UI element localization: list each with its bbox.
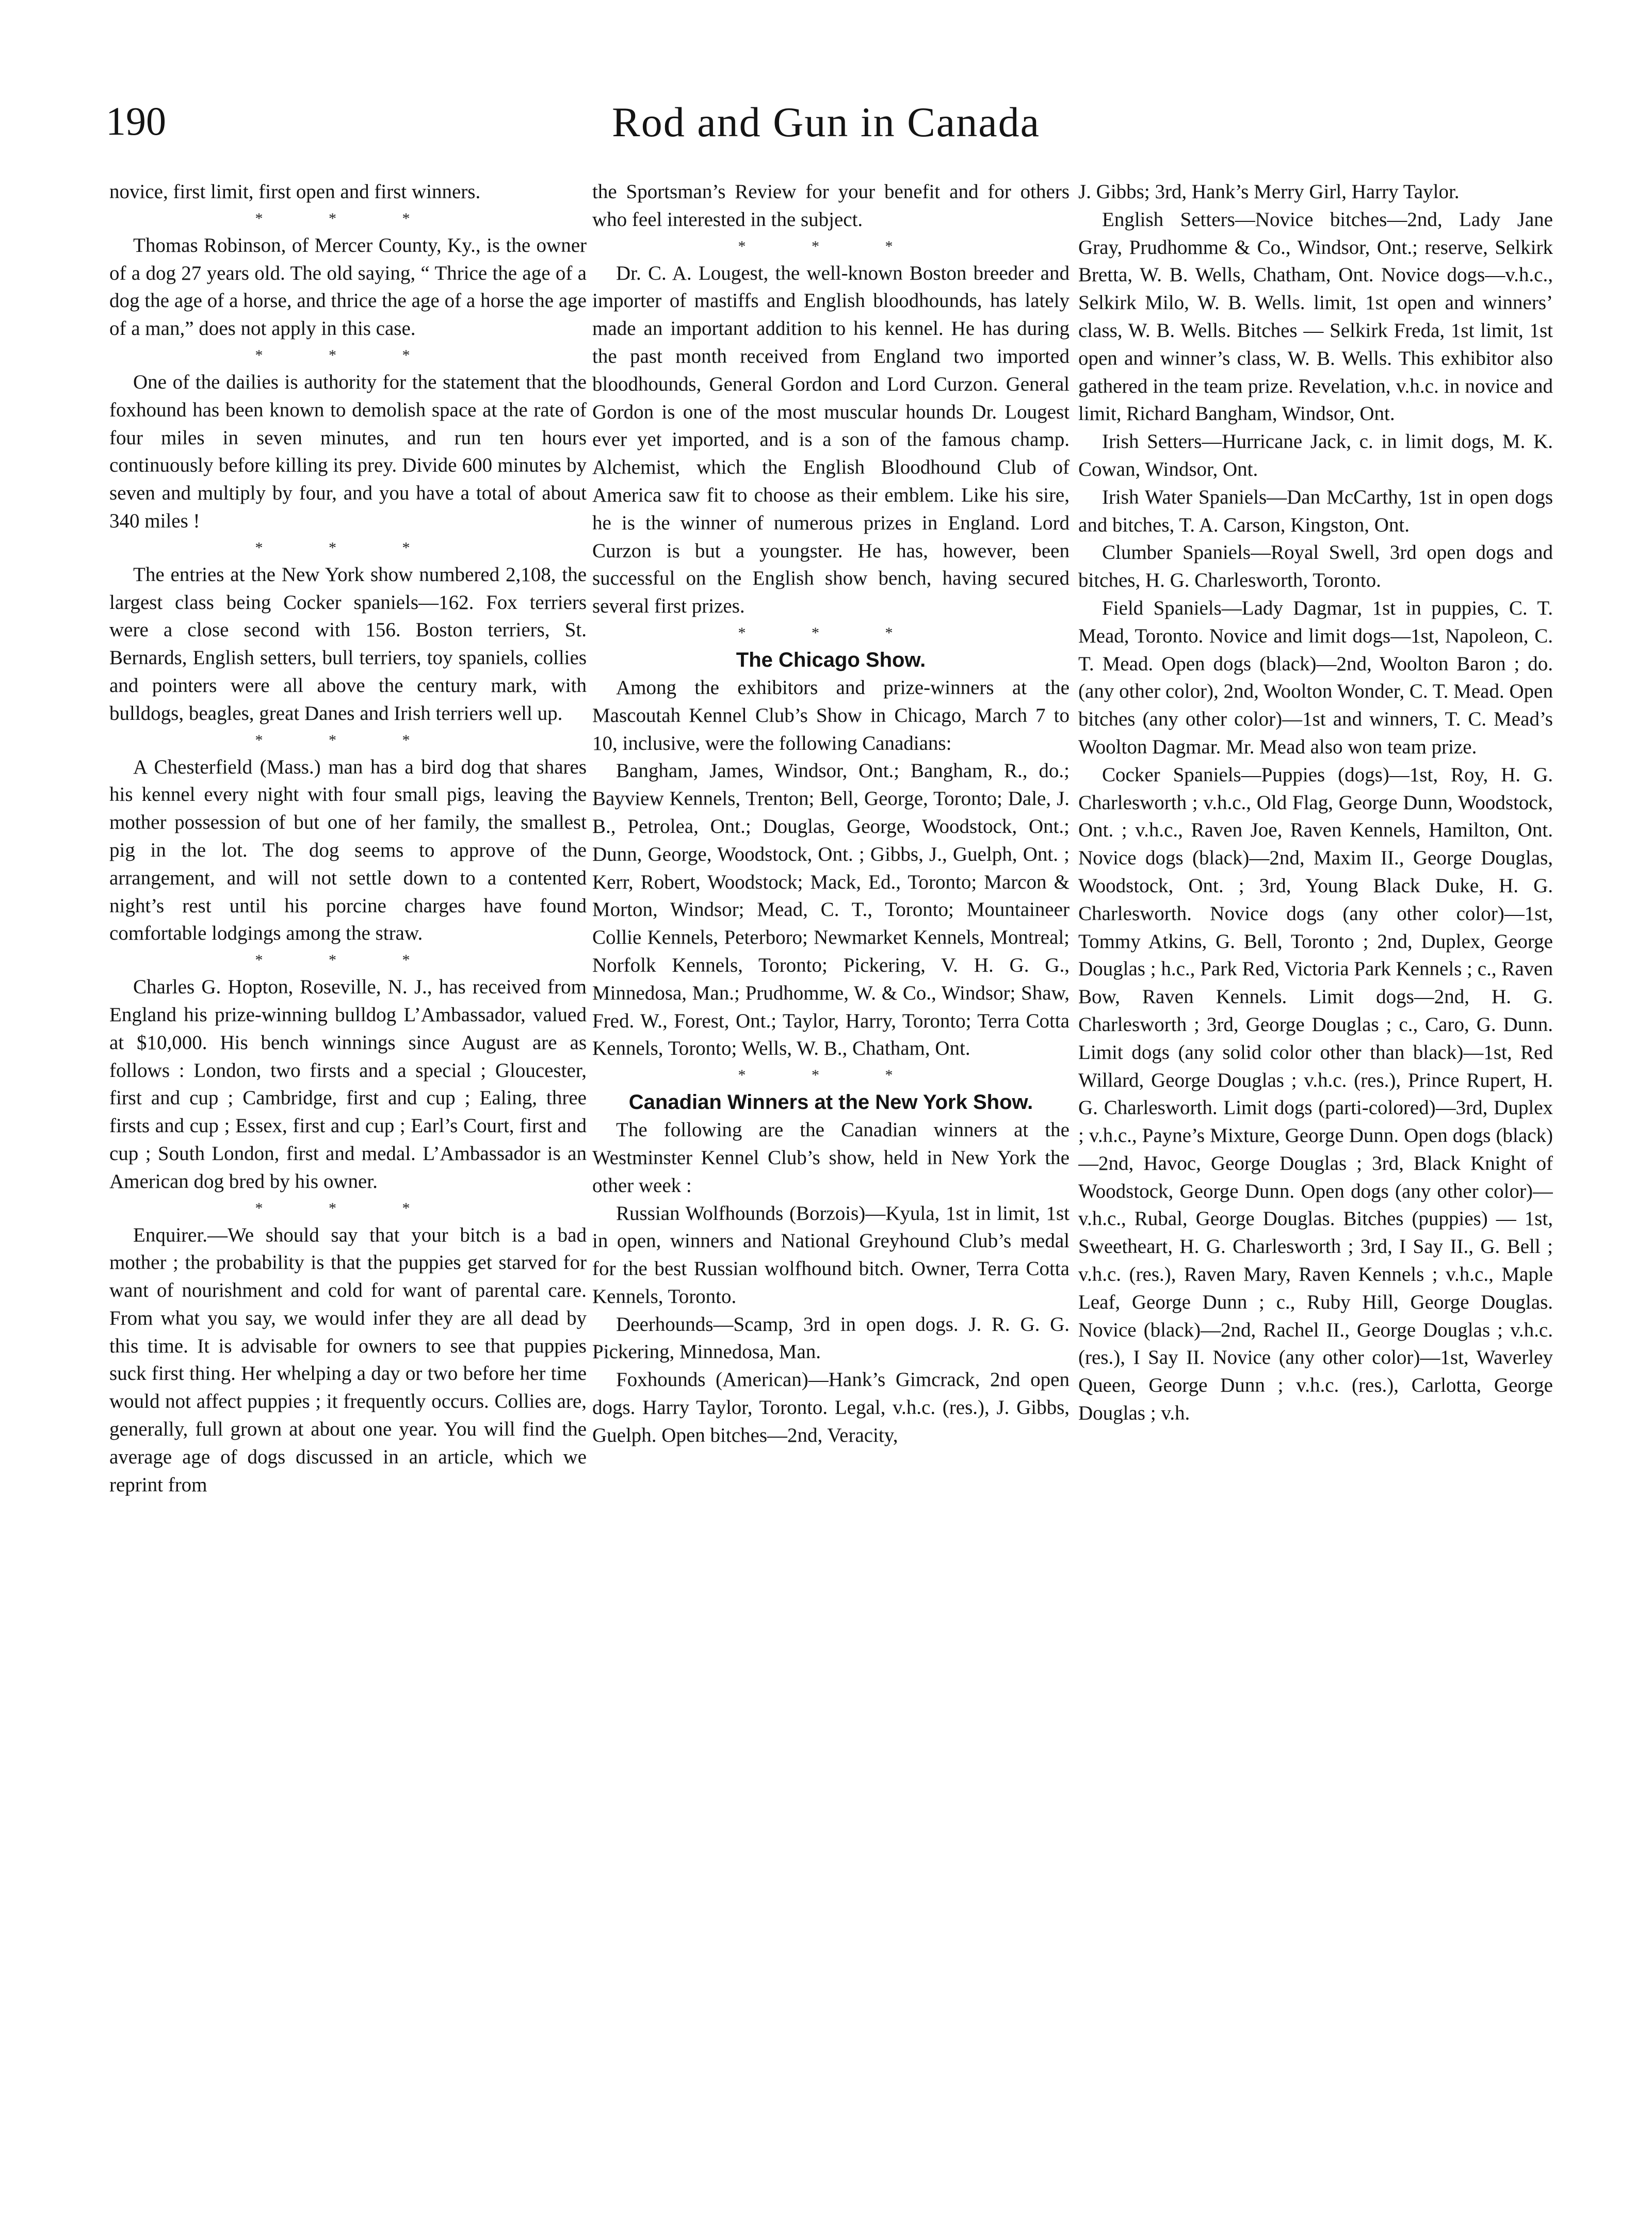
paragraph: Dr. C. A. Lougest, the well-known Boston breeder and importer of mastiffs and English bloodhounds, has lately made an important addition to his kennel. He has during the past month received from England two imported bloodhounds, General Gordon and Lord Curzon. General Gordon is one of the most muscular hounds Dr. Lougest ever yet imported, and is a son of the famous champ. Alchemist, which the English Bloodhound Club of America saw fit to choose as their emblem. Like his sire, he is the winner of numerous prizes in England. Lord Curzon is but a youngster. He has, however, been successful on the English show bench, having secured several first prizes. <box>592 262 1070 618</box>
paragraph: Irish Setters—Hurricane Jack, c. in limit dogs, M. K. Cowan, Windsor, Ont. <box>1078 430 1553 480</box>
separator: * * * <box>738 237 924 255</box>
page-header <box>0 98 1652 170</box>
page-number: 190 <box>106 99 166 143</box>
paragraph: One of the dailies is authority for the statement that the foxhound has been known to demolish space at the rate of four miles in seven minutes, and run ten hours continuously before killing its prey. Divide 600 minutes by seven and multiply by four, and you have a total of about 340 miles ! <box>109 371 587 532</box>
separator: * * * <box>255 952 441 969</box>
separator: * * * <box>255 210 441 227</box>
paragraph: The following are the Canadian winners at the Westminster Kennel Club’s show, held in New York the other week : <box>592 1119 1070 1197</box>
paragraph: The entries at the New York show numbered 2,108, the largest class being Cocker spaniels—162. Fox terriers were a close second with 156. Boston terriers, St. Bernards, English setters, bull terriers, toy spaniels, collies and pointers were all above the century mark, with bulldogs, beagles, great Danes and Irish terriers well up. <box>109 563 587 724</box>
paragraph: Bangham, James, Windsor, Ont.; Bangham, R., do.; Bayview Kennels, Trenton; Bell, George, Toronto; Dale, J. B., Petrolea, Ont.; Douglas, George, Woodstock, Ont.; Dunn, George, Woodstock, Ont. ; Gibbs, J., Guelph, Ont. ; Kerr, Robert, Woodstock; Mack, Ed., Toronto; Marcon & Morton, Windsor; Mead, C. T., Toronto; Mountaineer Collie Kennels, Peterboro; Newmarket Kennels, Montreal; Norfolk Kennels, Toronto; Pickering, V. H. G. G., Minnedosa, Man.; Prudhomme, W. & Co., Windsor; Shaw, Fred. W., Forest, Ont.; Taylor, Harry, Toronto; Terra Cotta Kennels, Toronto; Wells, W. B., Chatham, Ont. <box>592 760 1070 1060</box>
paragraph: Enquirer.—We should say that your bitch is a bad mother ; the probability is that the puppies get starved for want of nourishment and cold for want of parental care. From what you say, we would infer they are all dead by this time. It is advisable for owners to see that puppies suck first thing. Her whelping a day or two before her time would not affect puppies ; it frequently occurs. Collies are, generally, full grown at about one year. You will find the average age of dogs discussed in an article, which we reprint from <box>109 1223 587 1496</box>
paragraph: novice, first limit, first open and first winners. <box>109 181 481 203</box>
section-heading: The Chicago Show. <box>736 648 926 671</box>
paragraph: Field Spaniels—Lady Dagmar, 1st in puppies, C. T. Mead, Toronto. Novice and limit dogs—1st, Napoleon, C. T. Mead. Open dogs (black)—2nd, Woolton Baron ; do. (any other color), 2nd, Woolton Wonder, C. T. Mead. Open bitches (any other color)—1st and winners, T. C. Mead’s Woolton Dagmar. Mr. Mead also won team prize. <box>1078 597 1553 758</box>
separator: * * * <box>738 1067 924 1084</box>
section-heading: Canadian Winners at the New York Show. <box>628 1091 1033 1114</box>
paragraph: Foxhounds (American)—Hank’s Gimcrack, 2nd open dogs. Harry Taylor, Toronto. Legal, v.h.c. (res.), J. Gibbs, Guelph. Open bitches—2nd, Veracity, <box>592 1368 1070 1446</box>
paragraph: Thomas Robinson, of Mercer County, Ky., is the owner of a dog 27 years old. The old saying, “ Thrice the age of a dog the age of a horse, and thrice the age of a horse the age of a man,” does not apply in this case. <box>109 234 587 340</box>
separator: * * * <box>255 539 441 556</box>
paragraph: Among the exhibitors and prize-winners at the Mascoutah Kennel Club’s Show in Chicago, March 7 to 10, inclusive, were the following Canadians: <box>592 676 1070 754</box>
paragraph: English Setters—Novice bitches—2nd, Lady Jane Gray, Prudhomme & Co., Windsor, Ont.; reserve, Selkirk Bretta, W. B. Wells, Chatham, Ont. Novice dogs—v.h.c., Selkirk Milo, W. B. Wells. limit, 1st open and winners’ class, W. B. Wells. Bitches — Selkirk Freda, 1st limit, 1st open and winner’s class, W. B. Wells. This exhibitor also gathered in the team prize. Revelation, v.h.c. in novice and limit, Richard Bangham, Windsor, Ont. <box>1078 208 1553 425</box>
column-3 <box>1078 178 1553 2201</box>
separator: * * * <box>255 1199 441 1217</box>
paragraph: Irish Water Spaniels—Dan McCarthy, 1st in open dogs and bitches, T. A. Carson, Kingston, Ont. <box>1078 486 1553 536</box>
running-title: Rod and Gun in Canada <box>612 99 1040 146</box>
paragraph: A Chesterfield (Mass.) man has a bird dog that shares his kennel every night with four small pigs, leaving the mother possession of but one of her family, the smallest pig in the lot. The dog seems to approve of the arrangement, and will not settle down to a contented night’s rest until his porcine charges have found comfortable lodgings among the straw. <box>109 755 587 945</box>
column-2 <box>592 178 1070 2201</box>
separator: * * * <box>738 624 924 641</box>
separator: * * * <box>255 731 441 749</box>
paragraph: Clumber Spaniels—Royal Swell, 3rd open dogs and bitches, H. G. Charlesworth, Toronto. <box>1078 541 1553 592</box>
separator: * * * <box>255 346 441 364</box>
paragraph: J. Gibbs; 3rd, Hank’s Merry Girl, Harry Taylor. <box>1078 181 1460 203</box>
paragraph: the Sportsman’s Review for your benefit and for others who feel interested in the subject. <box>592 181 1070 231</box>
paragraph: Cocker Spaniels—Puppies (dogs)—1st, Roy, H. G. Charlesworth ; v.h.c., Old Flag, George Dunn, Woodstock, Ont. ; v.h.c., Raven Joe, Raven Kennels, Hamilton, Ont. Novice dogs (black)—2nd, Maxim II., George Douglas, Woodstock, Ont. ; 3rd, Young Black Duke, H. G. Charlesworth. Novice dogs (any other color)—1st, Tommy Atkins, G. Bell, Toronto ; 2nd, Duplex, George Douglas ; h.c., Park Red, Victoria Park Kennels ; c., Raven Bow, Raven Kennels. Limit dogs—2nd, H. G. Charlesworth ; 3rd, George Douglas ; c., Caro, G. Dunn. Limit dogs (any solid color other than black)—1st, Red Willard, George Douglas ; v.h.c. (res.), Prince Rupert, H. G. Charlesworth. Limit dogs (parti-colored)—3rd, Duplex ; v.h.c., Payne’s Mixture, George Dunn. Open dogs (black)—2nd, Havoc, George Douglas ; 3rd, Black Knight of Woodstock, George Dunn. Open dogs (any other color)—v.h.c., Rubal, George Douglas. Bitches (puppies) — 1st, Sweetheart, H. G. Charlesworth ; 3rd, I Say II., G. Bell ; v.h.c. (res.), Raven Mary, Raven Kennels ; v.h.c., Maple Leaf, George Dunn ; c., Ruby Hill, George Douglas. Novice (black)—2nd, Rachel II., George Douglas ; v.h.c. (res.), I Say II. Novice (any other color)—1st, Waverley Queen, George Dunn ; v.h.c. (res.), Carlotta, George Douglas ; v.h. <box>1078 763 1553 1425</box>
paragraph: Russian Wolfhounds (Borzois)—Kyula, 1st in limit, 1st in open, winners and National Greyhound Club’s medal for the best Russian wolfhound bitch. Owner, Terra Cotta Kennels, Toronto. <box>592 1202 1070 1308</box>
paragraph: Charles G. Hopton, Roseville, N. J., has received from England his prize-winning bulldog L’Ambassador, valued at $10,000. His bench winnings since August are as follows : London, two firsts and a special ; Gloucester, first and cup ; Cambridge, first and cup ; Ealing, three firsts and cup ; Essex, first and cup ; Earl’s Court, first and cup ; South London, first and medal. L’Ambassador is an American dog bred by his owner. <box>109 976 587 1193</box>
paragraph: Deerhounds—Scamp, 3rd in open dogs. J. R. G. G. Pickering, Minnedosa, Man. <box>592 1313 1070 1363</box>
column-1 <box>109 178 587 2201</box>
